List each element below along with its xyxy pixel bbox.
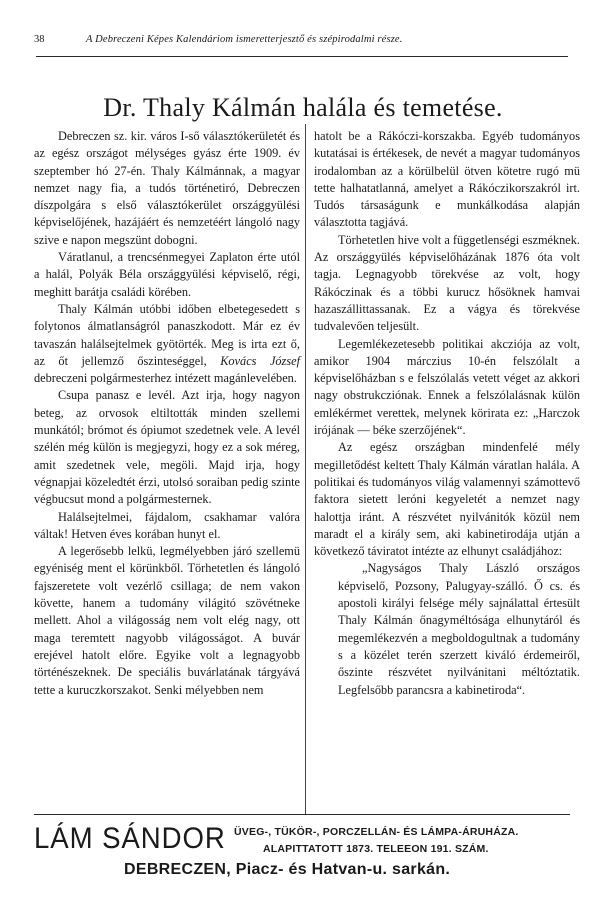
header-rule (36, 56, 568, 57)
paragraph-text: debreczeni polgármesterhez intézett magánlevelében. (34, 371, 297, 386)
person-name-italic: Kovács József (220, 353, 301, 368)
ad-business-line: ÜVEG-, TÜKÖR-, PORCZELLÁN- ÉS LÁMPA-ÁRUHÁZA. (234, 826, 519, 838)
paragraph: Az egész országban mindenfelé mély megilletődést keltett Thaly Kálmán váratlan halála. A politikai és tudományos világ valamennyi számottevő faktora sietett leróni kegyeletét a nemzet nagy halottja iránt. A részvétet nyilvánitók közül nem maradt el a király sem, aki kabinetirodája utján a következő táviratot intézte az elhunyt családjához: (314, 440, 580, 559)
paragraph: Törhetetlen hive volt a függetlenségi eszméknek. Az országgyülés képviselőházának 1876 óta volt tagja. Legnagyobb törekvése az volt, hogy Rákóczinak és a többi kurucz hősöknek hamvai hazaszállittassanak. Ez a vágya és törekvése tudvalevően teljesült. (314, 232, 580, 334)
ad-founded-line: ALAPITTATOTT 1873. TELEEON 191. SZÁM. (263, 843, 489, 855)
ad-address: DEBRECZEN, Piacz- és Hatvan-u. sarkán. (124, 861, 451, 878)
page-header (34, 32, 566, 52)
advertiser-name: LÁM SÁNDOR (34, 822, 226, 855)
advertisement (34, 820, 570, 898)
paragraph (34, 301, 300, 387)
running-title: A Debreczeni Képes Kalendáriom ismeretterjesztő és szépirodalmi része. (86, 34, 403, 45)
paragraph: A legerősebb lelkü, legmélyebben járó szellemü egyéniség ment el körünkből. Törhetetlen és lángoló fajszeretete volt vezérlő csillaga; de nem vakon követte, hanem a tudomány világitó szövétneke mellett. Ahol a világosság nem volt elég nagy, ott maga teremtett nagyobb világosságot. A buvár erejével hatolt előre. Egyike volt a legnagyobb történészeknek. De speciális buvárlatának tárgyává tette a kuruczkorszakot. Senki mélyebben nem (34, 544, 300, 697)
paragraph: hatolt be a Rákóczi-korszakba. Egyéb tudományos kutatásai is értékesek, de nevét a magyar tudományos irodalomban az a körülbelül ötven kötetre rugó mü tette halhatatlanná, amelyet a Rákóczikorszakról irt. Tudós társaságunk e munkálkodása alapján választotta tagjává. (314, 129, 580, 230)
paragraph: Halálsejtelmei, fájdalom, csakhamar valóra váltak! Hetven éves korában hunyt el. (34, 509, 300, 541)
paragraph: Legemlékezetesebb politikai akcziója az volt, amikor 1904 márczius 10-én felszólalt a képviselőházban s e felszólalás vetett véget az akkori nagy obstrukcziónak. Ennek a felszólalásnak külön emlékérmet verettek, melynek körirata ez: „Harczok irójának — béke szerzőjének“. (314, 336, 580, 438)
paragraph: Debreczen sz. kir. város I-ső választókerületét és az egész országot mélységes gyász érte 1909. év szeptember hó 27-én. Thaly Kálmánnak, a magyar nemzet nagy fia, a tudós történetiró, Debreczen díszpolgára s első választókerület országgyülési képviselőjének, hazájáért és nemzetéért lángoló nagy szive e napon megszünt dobogni. (34, 129, 300, 247)
left-column (34, 128, 300, 699)
paragraph: Váratlanul, a trencsénmegyei Zaplaton érte utól a halál, Polyák Béla országgyülési képviselő, régi, meghitt barátja családi körében. (34, 250, 300, 299)
column-divider (305, 124, 306, 814)
page-number: 38 (34, 34, 45, 45)
footer-rule (34, 814, 570, 815)
paragraph-text: Thaly Kálmán utóbbi időben elbetegesedett s folytonos álmatlanságról panaszkodott. Már ez év tavaszán halálsejtelmek gyötörték. Meg is irta ezt ő, az őt jellemző őszinteséggel, (34, 301, 300, 368)
right-column (314, 128, 580, 699)
paragraph: Csupa panasz e levél. Azt irja, hogy nagyon beteg, az orvosok eltiltották minden szellemi munkától; brómot és ópiumot szedetnek vele. A levél szélén még külön is megjegyzi, hogy ez a sok méreg, amit szedetnek vele, megöli. Majd irja, hogy végnapjai közeledtét érzi, utolsó soraiban pedig szinte végbucsut mond a polgármesternek. (34, 388, 300, 507)
telegram-quote: „Nagyságos Thaly László országos képviselő, Pozsony, Palugyay-szálló. Ő cs. és apostoli királyi felsége mély sajnálattal értesült Thaly Kálmán őnagyméltósága elhunytáról és megemlékezvén a megboldogultnak a tudomány s a közélet terén szerzett kiváló érdemeiről, őszinte részvétet nyilvánitani méltóztatik. Legfelsőbb parancsra a kabinetiroda“. (338, 561, 580, 697)
article-title: Dr. Thaly Kálmán halála és temetése. (103, 93, 503, 122)
